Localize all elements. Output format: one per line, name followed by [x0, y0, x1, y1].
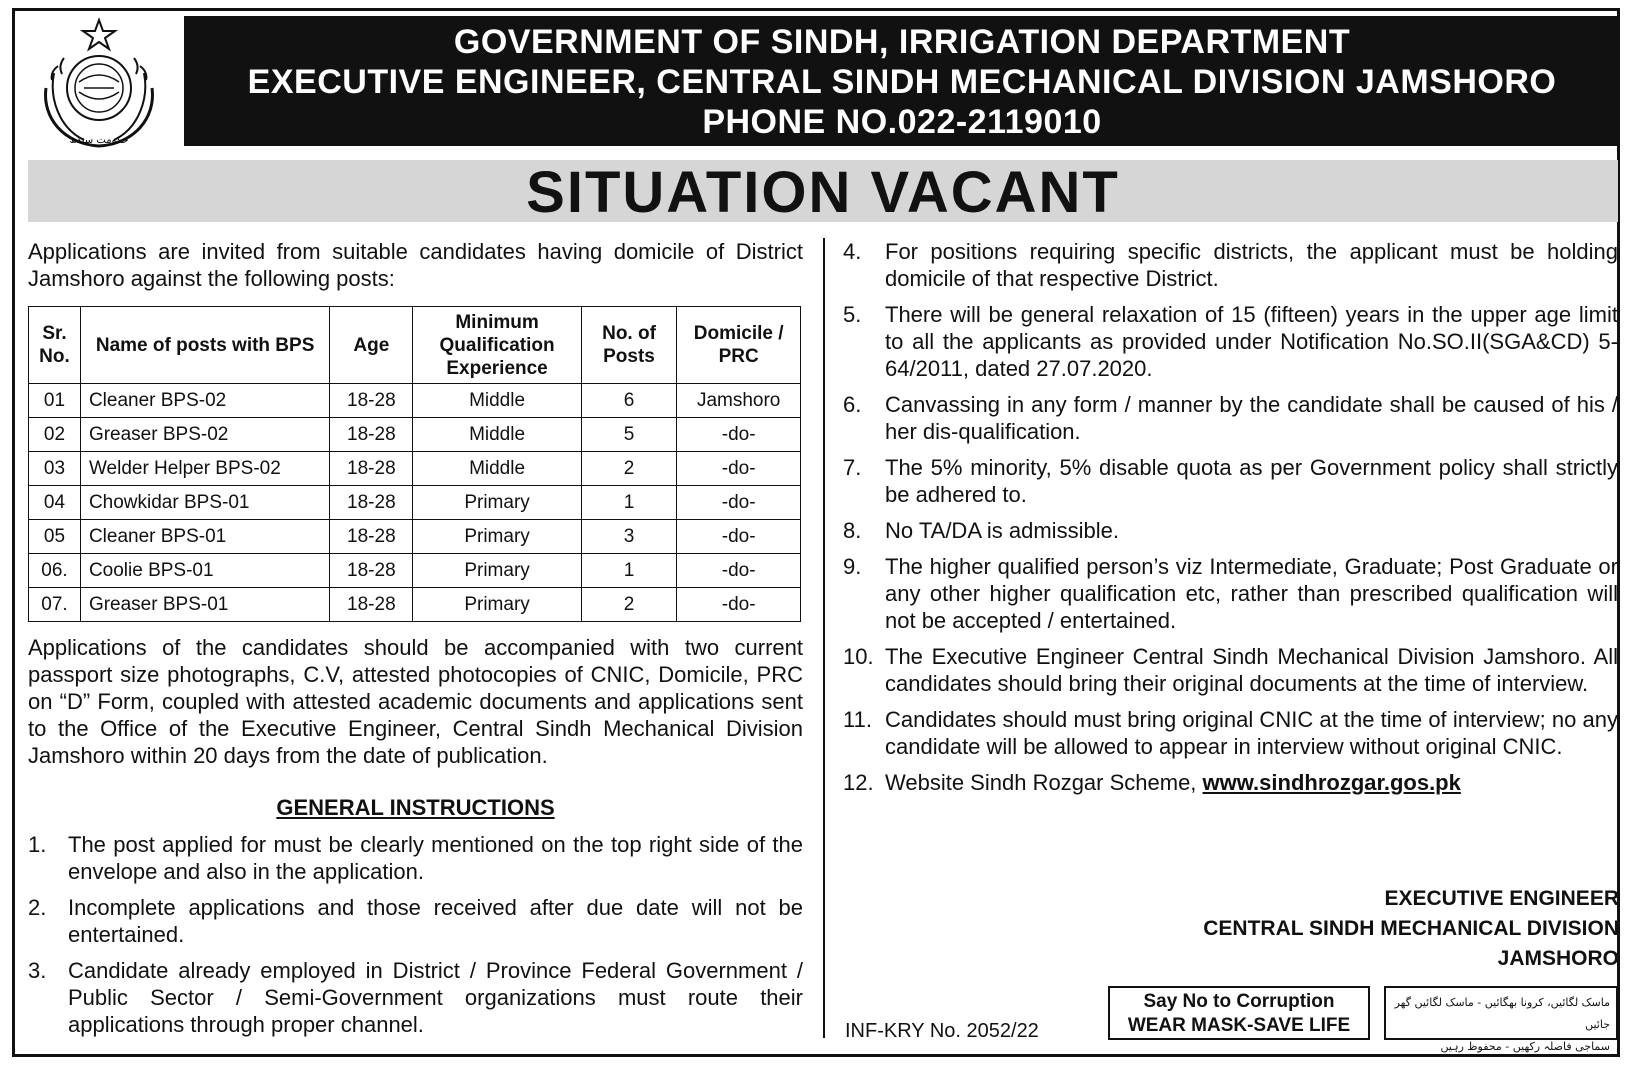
mask-text: WEAR MASK-SAVE LIFE — [1127, 1015, 1351, 1036]
list-item-number: 10. — [843, 644, 874, 669]
anti-corruption-text: Say No to Corruption — [1143, 991, 1335, 1012]
cell-domicile: -do- — [677, 520, 801, 554]
list-item-text: No TA/DA is admissible. — [885, 518, 1119, 543]
list-item-text: The higher qualified person’s viz Intermediate, Graduate; Post Graduate or any other higher qualification etc, rather than prescribed qualification will not be accepted / entertained. — [885, 554, 1618, 633]
cell-post-name: Greaser BPS-01 — [80, 588, 329, 622]
left-column — [28, 238, 803, 1047]
cell-age: 18-28 — [330, 588, 413, 622]
list-item-number: 11. — [843, 707, 872, 732]
cell-post-name: Chowkidar BPS-01 — [80, 486, 329, 520]
header-qualification: Minimum Qualification Experience — [413, 307, 581, 384]
table-row — [29, 486, 801, 520]
list-item-number: 5. — [843, 302, 862, 327]
list-item — [843, 643, 1618, 697]
table-row — [29, 554, 801, 588]
cell-qualification: Primary — [413, 588, 581, 622]
cell-qualification: Middle — [413, 452, 581, 486]
list-item — [28, 831, 803, 885]
website-link[interactable]: www.sindhrozgar.gos.pk — [1202, 770, 1461, 795]
list-item — [843, 517, 1618, 544]
list-item-text: The Executive Engineer Central Sindh Mechanical Division Jamshoro. All candidates should bring their original documents at the time of interview. — [885, 644, 1618, 696]
cell-posts: 1 — [581, 486, 677, 520]
cell-age: 18-28 — [330, 554, 413, 588]
list-item — [843, 301, 1618, 382]
list-item-text: Candidates should must bring original CNIC at the time of interview; no any candidate will be allowed to appear in interview without original CNIC. — [885, 707, 1618, 759]
cell-sr: 01 — [29, 384, 81, 418]
cell-post-name: Cleaner BPS-02 — [80, 384, 329, 418]
cell-sr: 05 — [29, 520, 81, 554]
cell-age: 18-28 — [330, 452, 413, 486]
urdu-line-1: ماسک لگائیں، کرونا بھگائیں - ماسک لگائیں گھر جائیں — [1394, 996, 1610, 1031]
list-item-text: The post applied for must be clearly mentioned on the top right side of the envelope and also in the application. — [68, 832, 803, 884]
cell-domicile: -do- — [677, 554, 801, 588]
applications-text: Applications of the candidates should be accompanied with two current passport size photographs, C.V, attested photocopies of CNIC, Domicile, PRC on “D” Form, coupled with attested academic documents and applications sent to the Office of the Executive Engineer, Central Sindh Mechanical Division Jamshoro within 20 days from the date of publication. — [28, 635, 803, 768]
signature-division: CENTRAL SINDH MECHANICAL DIVISION — [1203, 917, 1619, 940]
list-item-text — [885, 769, 1618, 796]
cell-posts: 2 — [581, 588, 677, 622]
list-item — [843, 553, 1618, 634]
cell-domicile: -do- — [677, 452, 801, 486]
list-item-number: 12. — [843, 770, 874, 795]
cell-domicile: -do- — [677, 418, 801, 452]
cell-domicile: -do- — [677, 588, 801, 622]
svg-text:حکومت سندھ: حکومت سندھ — [69, 135, 129, 146]
cell-sr: 03 — [29, 452, 81, 486]
intro-text: Applications are invited from suitable candidates having domicile of District Jamshoro against the following posts: — [28, 239, 803, 291]
list-item — [843, 706, 1618, 760]
cell-posts: 6 — [581, 384, 677, 418]
list-item-number: 4. — [843, 239, 862, 264]
signature-title: EXECUTIVE ENGINEER — [1384, 887, 1619, 910]
right-column — [843, 238, 1618, 805]
table-row — [29, 418, 801, 452]
anti-corruption-box — [1108, 986, 1370, 1040]
list-item-text: The 5% minority, 5% disable quota as per Government policy shall strictly be adhered to. — [885, 455, 1618, 507]
table-row — [29, 520, 801, 554]
header-no-of-posts: No. of Posts — [581, 307, 677, 384]
cell-post-name: Welder Helper BPS-02 — [80, 452, 329, 486]
website-label: Website Sindh Rozgar Scheme, — [885, 770, 1203, 795]
cell-age: 18-28 — [330, 486, 413, 520]
government-emblem-logo — [24, 18, 174, 153]
cell-qualification: Middle — [413, 418, 581, 452]
situation-vacant-banner: SITUATION VACANT — [28, 160, 1618, 222]
list-item-number: 9. — [843, 554, 862, 579]
header-post-name: Name of posts with BPS — [80, 307, 329, 384]
posts-table — [28, 306, 801, 622]
header-line-government: GOVERNMENT OF SINDH, IRRIGATION DEPARTMENT — [453, 23, 1351, 61]
list-item — [843, 238, 1618, 292]
header-line-phone: PHONE NO.022-2119010 — [702, 103, 1102, 141]
cell-posts: 3 — [581, 520, 677, 554]
signature-block — [1203, 884, 1619, 974]
header-line-executive-engineer: EXECUTIVE ENGINEER, CENTRAL SINDH MECHANICAL DIVISION JAMSHORO — [247, 63, 1557, 101]
list-item-text: For positions requiring specific districts, the applicant must be holding domicile of that respective District. — [885, 239, 1618, 291]
instructions-list-left — [28, 831, 803, 1038]
column-divider — [823, 238, 825, 1038]
cell-post-name: Greaser BPS-02 — [80, 418, 329, 452]
cell-sr: 04 — [29, 486, 81, 520]
list-item-number: 6. — [843, 392, 862, 417]
cell-qualification: Middle — [413, 384, 581, 418]
list-item-text: Candidate already employed in District / Province Federal Government / Public Sector / Semi-Government organizations must route their applications through proper channel. — [68, 958, 803, 1037]
cell-domicile: Jamshoro — [677, 384, 801, 418]
list-item-number: 1. — [28, 832, 47, 857]
reference-number: INF-KRY No. 2052/22 — [845, 1020, 1039, 1042]
list-item-text: Incomplete applications and those received after due date will not be entertained. — [68, 895, 803, 947]
cell-domicile: -do- — [677, 486, 801, 520]
list-item — [28, 894, 803, 948]
list-item-text: Canvassing in any form / manner by the candidate shall be caused of his / her dis-qualification. — [885, 392, 1618, 444]
instructions-list-right — [843, 238, 1618, 796]
header-sr-no: Sr. No. — [29, 307, 81, 384]
table-row — [29, 384, 801, 418]
header-domicile: Domicile / PRC — [677, 307, 801, 384]
list-item-number: 3. — [28, 958, 47, 983]
cell-age: 18-28 — [330, 418, 413, 452]
list-item-number: 7. — [843, 455, 862, 480]
cell-qualification: Primary — [413, 486, 581, 520]
cell-post-name: Coolie BPS-01 — [80, 554, 329, 588]
table-row — [29, 588, 801, 622]
urdu-message-box — [1384, 986, 1618, 1053]
list-item-website — [843, 769, 1618, 796]
list-item-text: There will be general relaxation of 15 (fifteen) years in the upper age limit to all the applicants as provided under Notification No.SO.II(SGA&CD) 5-64/2011, dated 27.07.2020. — [885, 302, 1618, 381]
table-header-row — [29, 307, 801, 384]
list-item — [843, 391, 1618, 445]
cell-posts: 5 — [581, 418, 677, 452]
cell-sr: 06. — [29, 554, 81, 588]
header-block — [184, 16, 1620, 146]
header-age: Age — [330, 307, 413, 384]
table-row — [29, 452, 801, 486]
list-item-number: 8. — [843, 518, 862, 543]
cell-post-name: Cleaner BPS-01 — [80, 520, 329, 554]
cell-posts: 1 — [581, 554, 677, 588]
cell-qualification: Primary — [413, 520, 581, 554]
cell-age: 18-28 — [330, 520, 413, 554]
list-item-number: 2. — [28, 895, 47, 920]
cell-age: 18-28 — [330, 384, 413, 418]
cell-posts: 2 — [581, 452, 677, 486]
cell-sr: 02 — [29, 418, 81, 452]
urdu-line-2: سماجی فاصلہ رکھیں - محفوظ رہیں — [1440, 1040, 1610, 1053]
star-icon — [83, 20, 115, 49]
cell-qualification: Primary — [413, 554, 581, 588]
cell-sr: 07. — [29, 588, 81, 622]
general-instructions-heading: GENERAL INSTRUCTIONS — [276, 795, 555, 820]
list-item — [28, 957, 803, 1038]
signature-location: JAMSHORO — [1497, 947, 1619, 970]
list-item — [843, 454, 1618, 508]
